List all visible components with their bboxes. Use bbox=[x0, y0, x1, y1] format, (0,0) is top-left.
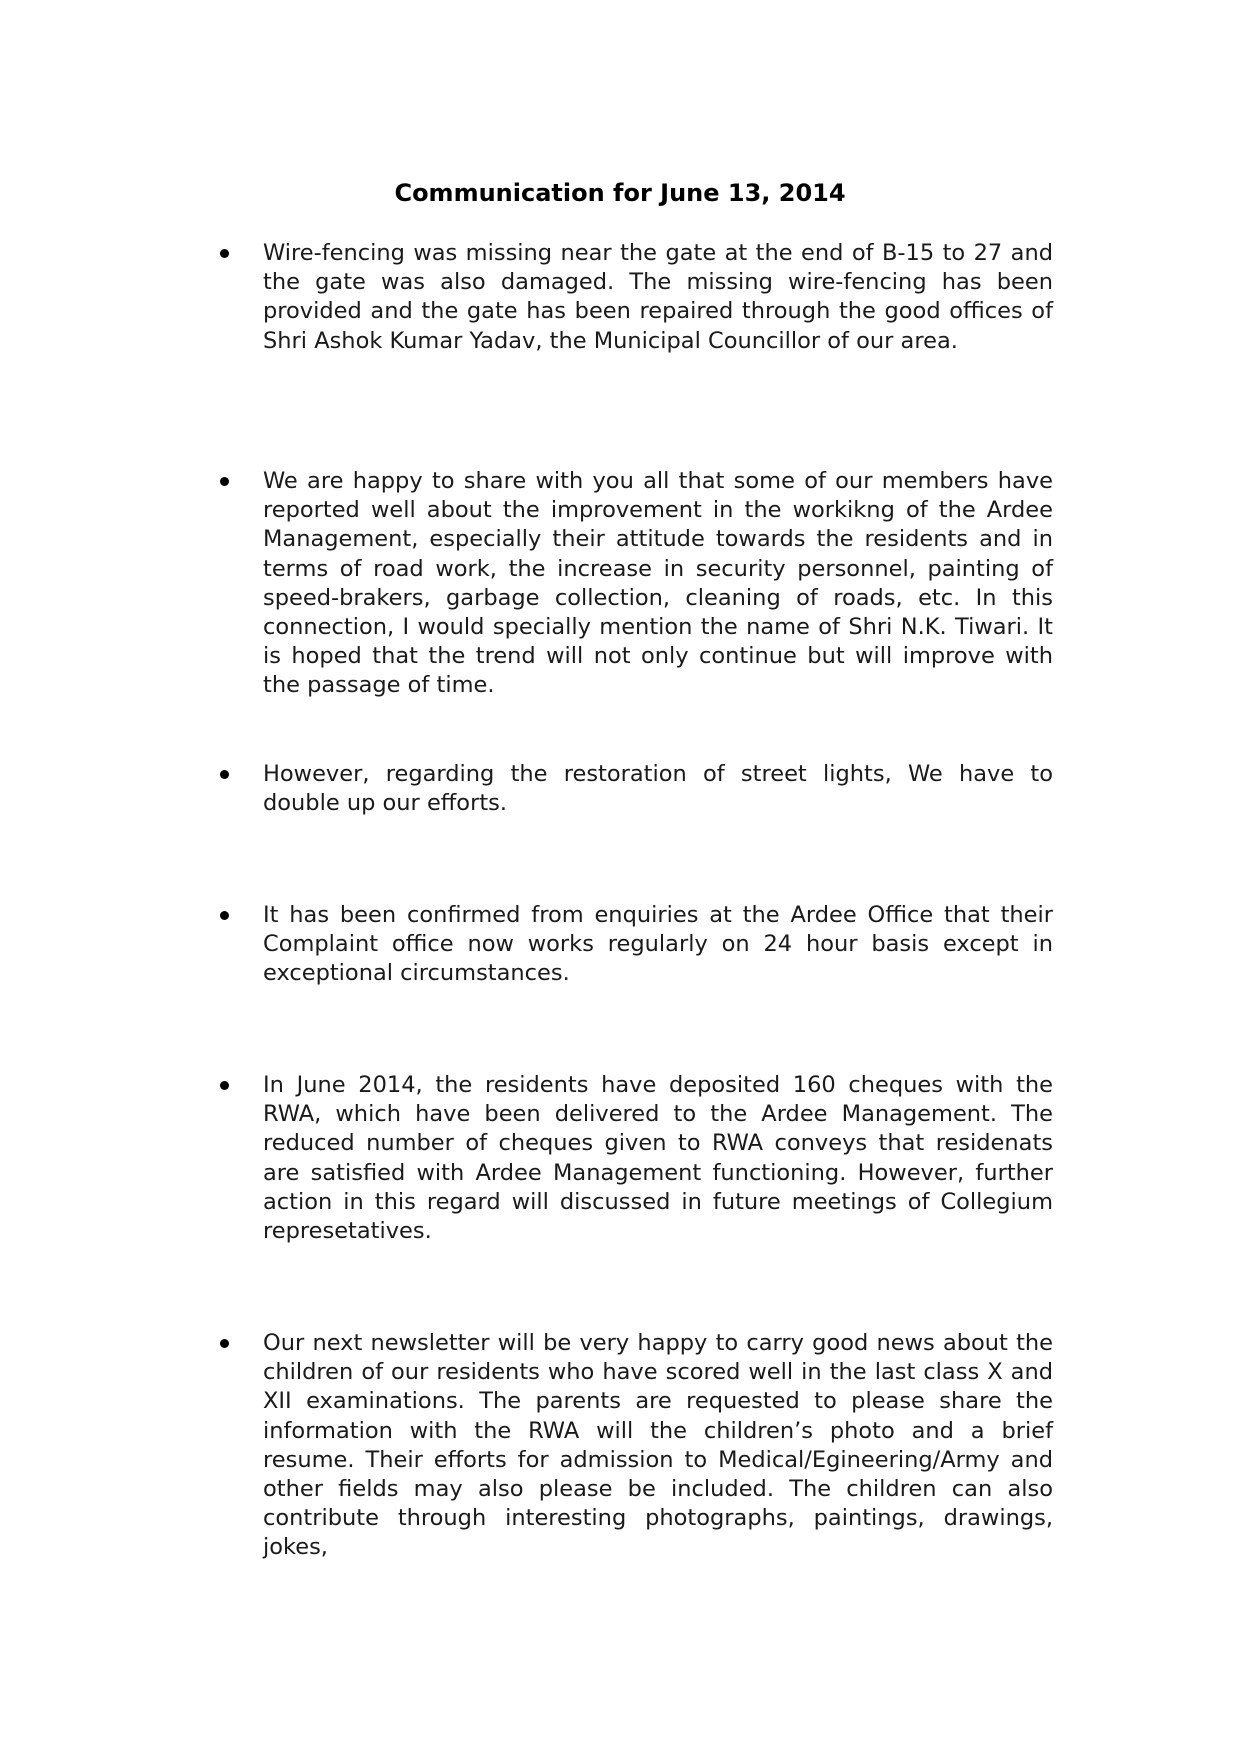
list-item bbox=[220, 1071, 1056, 1246]
bullet-icon bbox=[220, 911, 229, 920]
list-item-text: We are happy to share with you all that some of our members have reported well about the improvement in the workikng of the Ardee Management, especially their attitude towards the residents and in terms of road work, the increase in security personnel, painting of speed-brakers, garbage collection, cleaning of roads, etc. In this connection, I would specially mention the name of Shri N.K. Tiwari. It is hoped that the trend will not only continue but will improve with the passage of time. bbox=[263, 468, 1053, 699]
list-item bbox=[220, 901, 1056, 989]
list-item bbox=[220, 467, 1056, 701]
list-item bbox=[220, 239, 1056, 356]
list-item-text: However, regarding the restoration of street lights, We have to double up our efforts. bbox=[263, 761, 1053, 817]
list-item-text: In June 2014, the residents have deposited 160 cheques with the RWA, which have been delivered to the Ardee Management. The reduced number of cheques given to RWA conveys that residenats are satisfied with Ardee Management functioning. However, further action in this regard will discussed in future meetings of Collegium represetatives. bbox=[263, 1072, 1053, 1245]
list-item bbox=[220, 1329, 1056, 1563]
bullet-icon bbox=[220, 770, 229, 779]
list-item-text: It has been confirmed from enquiries at the Ardee Office that their Complaint office now works regularly on 24 hour basis except in exceptional circumstances. bbox=[263, 902, 1053, 987]
list-item bbox=[220, 760, 1056, 818]
bullet-icon bbox=[220, 1339, 229, 1348]
bullet-icon bbox=[220, 477, 229, 486]
bullet-icon bbox=[220, 1081, 229, 1090]
list-item-text: Wire-fencing was missing near the gate at the end of B-15 to 27 and the gate was also damaged. The missing wire-fencing has been provided and the gate has been repaired through the good offices of Shri Ashok Kumar Yadav, the Municipal Councillor of our area. bbox=[263, 240, 1053, 354]
bullet-icon bbox=[220, 249, 229, 258]
page-title: Communication for June 13, 2014 bbox=[394, 179, 846, 207]
list-item-text: Our next newsletter will be very happy to carry good news about the children of our residents who have scored well in the last class X and XII examinations. The parents are requested to please share the information with the RWA will the children’s photo and a brief resume. Their efforts for admission to Medical/Egineering/Army and other fields may also please be included. The children can also contribute through interesting photographs, paintings, drawings, jokes, bbox=[263, 1330, 1053, 1561]
